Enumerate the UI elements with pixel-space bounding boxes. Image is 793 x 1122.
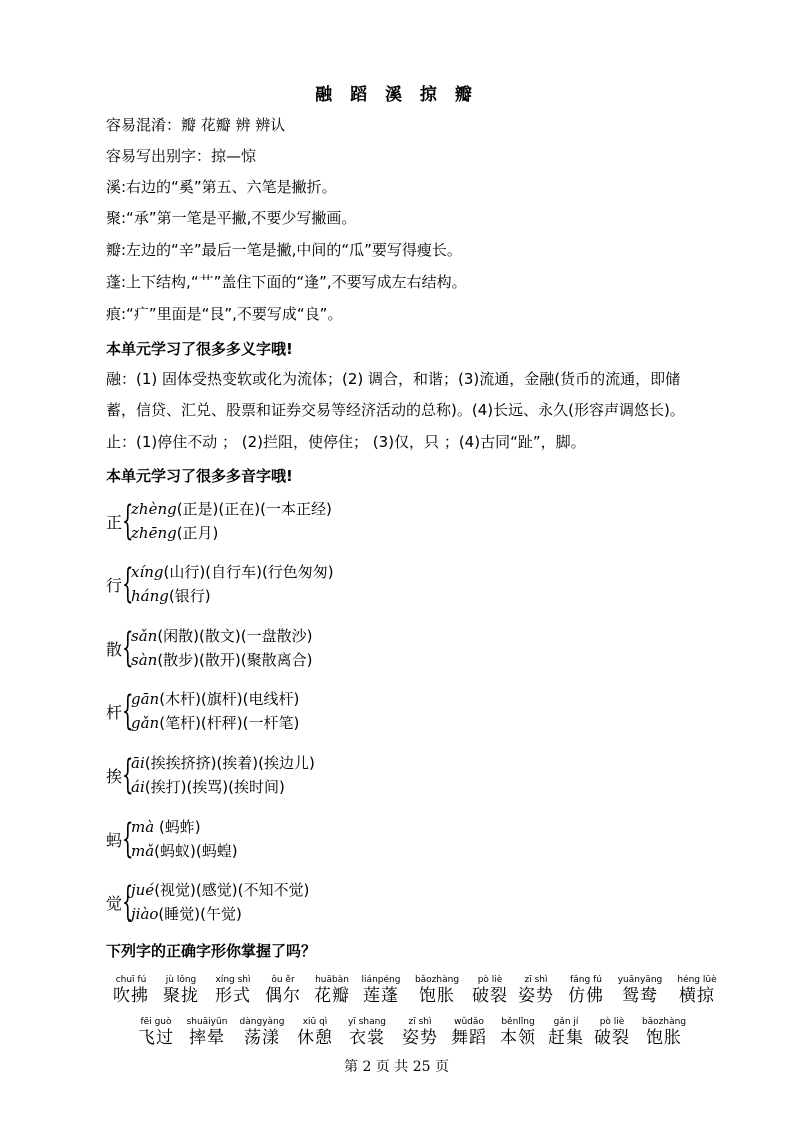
brace-icon: { [122,625,134,671]
polyphone-char: 杆 [106,703,123,722]
vocab-chars: 舞蹈 [451,1028,487,1048]
words: (睡觉)(午觉) [158,905,242,923]
reading-1 [131,752,315,773]
words: (视觉)(感觉)(不知不觉) [154,881,310,899]
words: (山行)(自行车)(行色匆匆) [163,563,334,581]
brace-icon: { [122,816,134,862]
words: (蚂蚱) [154,818,201,836]
vocab-chars: 本领 [500,1028,536,1048]
vocab-pinyin: wǔdǎo [454,1017,484,1027]
vocab-item [285,1017,345,1049]
pinyin: gān [131,690,160,708]
vocab-pinyin: huābàn [315,975,349,985]
vocab-pinyin: bǎozhàng [414,975,460,985]
vocab-pinyin: héng lüè [677,975,717,985]
reading-2 [131,776,285,797]
vocab-chars: 破裂 [594,1028,630,1048]
vocab-pinyin: fǎng fú [570,975,602,985]
vocab-chars: 饱胀 [646,1028,682,1048]
vocab-item [337,1017,397,1049]
reading-1 [131,688,299,709]
vocab-chars: 吹拂 [113,986,149,1006]
vocab-pinyin: dàngyàng [239,1017,285,1027]
vocab-chars: 姿势 [518,986,554,1006]
polyphone-char: 正 [106,513,123,532]
pinyin: gǎn [131,714,160,732]
rong-definition-line1: 融：(1) 固体受热变软或化为流体；(2) 调合，和谐；(3)流通，金融(货币的流通，即储 [106,370,681,388]
vocab-pinyin: pò liè [477,975,503,985]
zhi-definition: 止：(1)停住不动 ； (2)拦阻，使停住； (3)仅，只 ；(4)古同“趾”，脚。 [106,433,586,451]
page-title: 融 蹈 溪 掠 瓣 [315,85,478,105]
reading-2 [131,712,299,733]
reading-2 [131,522,218,543]
brace-icon: { [122,688,134,734]
stroke-note-ju: 聚:“承”第一笔是平撇,不要少写撇画。 [106,209,357,227]
pinyin: mǎ [131,842,155,860]
vocab-pinyin: xiū qì [302,1017,328,1027]
vocab-pinyin: xíng shì [215,975,251,985]
brace-icon: { [122,752,134,798]
pinyin: zhèng [131,500,177,518]
polyphone-char: 散 [106,640,123,659]
vocab-pinyin: pò liè [599,1017,625,1027]
vocab-item [667,975,727,1007]
words: (散步)(散开)(聚散离合) [157,651,313,669]
vocab-chars: 花瓣 [314,986,350,1006]
vocab-chars: 聚拢 [163,986,199,1006]
vocab-pinyin: yuānyāng [617,975,663,985]
pinyin: xíng [131,563,164,581]
reading-2 [131,649,312,670]
words: (挨打)(挨骂)(挨时间) [144,778,285,796]
vocab-pinyin: zī shì [408,1017,432,1027]
vocab-item [351,975,411,1007]
words: (正月) [176,524,219,542]
reading-2 [131,903,242,924]
vocab-item [610,975,670,1007]
vocab-pinyin: zī shì [524,975,548,985]
stroke-note-ban: 瓣:左边的“辛”最后一笔是撇,中间的“瓜”要写得瘦长。 [106,241,462,259]
vocab-chars: 偶尔 [265,986,301,1006]
reading-1 [131,816,201,837]
pinyin: mà [131,818,155,836]
vocab-item [582,1017,642,1049]
reading-1 [131,498,332,519]
words: (闲散)(散文)(一盘散沙) [157,627,313,645]
words: (笔杆)(杆秤)(一杆笔) [159,714,300,732]
words: (挨挨挤挤)(挨着)(挨边儿) [144,754,315,772]
vocab-pinyin: jù lǒng [165,975,197,985]
pinyin: zhēng [131,524,177,542]
polyphone-char: 蚂 [106,831,123,850]
vocab-pinyin: fēi guò [140,1017,172,1027]
reading-2 [131,585,211,606]
pinyin: jué [131,881,155,899]
stroke-note-hen: 痕:“疒”里面是“艮”,不要写成“良”。 [106,305,343,323]
pinyin: jiào [131,905,159,923]
vocab-item [634,1017,694,1049]
multi-meaning-heading: 本单元学习了很多多义字哦! [106,340,293,358]
words: (木杆)(旗杆)(电线杆) [159,690,300,708]
vocab-pinyin: ǒu ěr [271,975,295,985]
polyphone-char: 挨 [106,767,123,786]
vocab-pinyin: bǎozhàng [641,1017,687,1027]
polyphone-entry [106,879,606,925]
vocab-chars: 饱胀 [419,986,455,1006]
brace-icon: { [122,561,134,607]
vocab-chars: 飞过 [138,1028,174,1048]
polyphone-entry [106,561,606,607]
vocab-chars: 休憩 [297,1028,333,1048]
page-footer: 第 2 页 共 25 页 [344,1059,449,1075]
polyphone-entry [106,625,606,671]
polyphone-entry [106,752,606,798]
vocab-item [177,1017,237,1049]
pinyin: sàn [131,651,158,669]
vocab-item [556,975,616,1007]
vocab-pinyin: gǎn jí [553,1017,579,1027]
pinyin: ái [131,778,145,796]
polyphone-char: 觉 [106,894,123,913]
words: (正是)(正在)(一本正经) [176,500,332,518]
vocab-chars: 莲蓬 [363,986,399,1006]
rong-definition-line2: 蓄，信贷、汇兑、股票和证券交易等经济活动的总称)。(4)长远、永久(形容声调悠长)。 [106,401,685,419]
brace-icon: { [122,879,134,925]
vocab-chars: 鸳鸯 [622,986,658,1006]
pinyin: sǎn [131,627,158,645]
vocab-pinyin: shuāiyūn [186,1017,228,1027]
confusable-line: 容易混淆：瓣 花瓣 辨 辨认 [106,116,286,134]
pinyin: āi [131,754,145,772]
wrong-char-line: 容易写出别字：掠—惊 [106,147,257,165]
vocab-pinyin: yī shang [347,1017,386,1027]
reading-1 [131,625,312,646]
stroke-note-xi: 溪:右边的“奚”第五、六笔是撇折。 [106,178,337,196]
vocab-chars: 荡漾 [244,1028,280,1048]
words: (蚂蚁)(蚂蝗) [154,842,238,860]
vocab-chars: 摔晕 [189,1028,225,1048]
vocab-chars: 仿佛 [568,986,604,1006]
brace-icon: { [122,498,134,544]
vocab-pinyin: běnlǐng [501,1017,535,1027]
vocab-item [151,975,211,1007]
reading-1 [131,879,309,900]
vocab-chars: 破裂 [472,986,508,1006]
pinyin: háng [131,587,169,605]
vocab-chars: 赶集 [548,1028,584,1048]
vocab-chars: 姿势 [402,1028,438,1048]
stroke-note-peng: 蓬:上下结构,“艹”盖住下面的“逢”,不要写成左右结构。 [106,273,467,291]
reading-1 [131,561,334,582]
vocab-pinyin: liánpéng [361,975,401,985]
vocab-chars: 衣裳 [349,1028,385,1048]
reading-2 [131,840,238,861]
vocab-pinyin: chuī fú [115,975,147,985]
words: (银行) [168,587,211,605]
char-forms-heading: 下列字的正确字形你掌握了吗？ [106,942,317,960]
vocab-item [407,975,467,1007]
polyphone-entry [106,498,606,544]
vocab-item [232,1017,292,1049]
vocab-chars: 形式 [215,986,251,1006]
vocab-chars: 横掠 [679,986,715,1006]
polyphone-char: 行 [106,576,123,595]
polyphone-entry [106,688,606,734]
multi-sound-heading: 本单元学习了很多多音字哦! [106,467,293,485]
polyphone-entry [106,816,606,862]
